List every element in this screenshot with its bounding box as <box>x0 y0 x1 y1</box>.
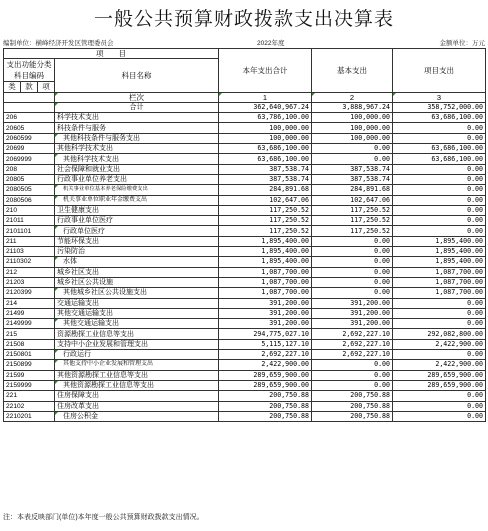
row-total: 391,200.00 <box>219 298 312 308</box>
table-row <box>4 247 486 257</box>
table-row <box>4 113 486 123</box>
table-row <box>4 360 486 370</box>
row-code: 208 <box>4 164 55 174</box>
row-subject-name: 城乡社区支出 <box>55 267 219 277</box>
row-basic: 117,250.52 <box>312 216 393 226</box>
row-subject-name: 其他资源勘探工业信息等支出 <box>55 380 219 390</box>
row-subject-name: 其他资源勘探工业信息等支出 <box>55 370 219 380</box>
row-code: 2159999 <box>4 380 55 390</box>
row-project: 0.00 <box>393 185 486 195</box>
row-project: 289,659,900.00 <box>393 370 486 380</box>
row-code: 2060599 <box>4 133 55 143</box>
row-project: 0.00 <box>393 123 486 133</box>
row-project: 0.00 <box>393 411 486 421</box>
row-basic: 200,750.88 <box>312 401 393 411</box>
row-project: 1,895,400.00 <box>393 257 486 267</box>
org-label: 编制单位：横峰经济开发区管理委员会 <box>3 40 114 47</box>
table-row <box>4 411 486 421</box>
expenditure-table <box>3 48 486 422</box>
report-title: 一般公共预算财政拨款支出决算表 <box>93 8 394 30</box>
func-class-header <box>4 59 55 82</box>
table-row <box>4 133 486 143</box>
row-code: 2069999 <box>4 154 55 164</box>
table-row <box>4 267 486 277</box>
table-row <box>4 308 486 318</box>
row-total: 1,087,700.00 <box>219 288 312 298</box>
row-total: 2,692,227.10 <box>219 350 312 360</box>
table-row <box>4 298 486 308</box>
row-total: 289,659,900.00 <box>219 380 312 390</box>
row-project: 0.00 <box>393 319 486 329</box>
row-total: 63,686,100.00 <box>219 144 312 154</box>
row-project: 0.00 <box>393 391 486 401</box>
row-code: 2110302 <box>4 257 55 267</box>
row-basic: 387,538.74 <box>312 164 393 174</box>
row-total: 1,895,400.00 <box>219 236 312 246</box>
row-project: 0.00 <box>393 164 486 174</box>
row-project: 0.00 <box>393 308 486 318</box>
row-code: 22102 <box>4 401 55 411</box>
row-subject-name: 其他科学技术支出 <box>55 154 219 164</box>
row-basic: 0.00 <box>312 277 393 287</box>
row-basic: 284,891.68 <box>312 185 393 195</box>
row-basic: 100,000.00 <box>312 133 393 143</box>
row-subject-name: 节能环保支出 <box>55 236 219 246</box>
row-project: 2,422,900.00 <box>393 360 486 370</box>
lanci-blank <box>4 92 55 102</box>
year-label: 2022年度 <box>257 40 285 47</box>
row-subject-name: 城乡社区公共设施 <box>55 277 219 287</box>
table-row <box>4 195 486 205</box>
row-total: 387,538.74 <box>219 174 312 184</box>
row-basic: 0.00 <box>312 288 393 298</box>
row-total: 117,250.52 <box>219 226 312 236</box>
lei-header: 类 <box>4 82 21 92</box>
row-code: 212 <box>4 267 55 277</box>
row-code: 214 <box>4 298 55 308</box>
row-total: 289,659,900.00 <box>219 370 312 380</box>
func-code-label: 科目编码 <box>14 71 44 81</box>
row-basic: 200,750.88 <box>312 411 393 421</box>
row-project: 63,686,100.00 <box>393 144 486 154</box>
row-subject-name: 其他支持中小企业发展和管理支出 <box>55 360 219 370</box>
row-total: 1,895,400.00 <box>219 247 312 257</box>
unit-label: 金额单位：万元 <box>439 40 485 47</box>
row-code: 20605 <box>4 123 55 133</box>
row-subject-name: 科技条件与服务 <box>55 123 219 133</box>
total-project: 358,752,000.00 <box>393 102 486 112</box>
row-basic: 200,750.88 <box>312 391 393 401</box>
table-row <box>4 319 486 329</box>
row-basic: 391,200.00 <box>312 298 393 308</box>
row-subject-name: 支持中小企业发展和管理支出 <box>55 339 219 349</box>
table-row <box>4 350 486 360</box>
row-subject-name: 水体 <box>55 257 219 267</box>
row-project: 0.00 <box>393 216 486 226</box>
row-total: 100,000.00 <box>219 123 312 133</box>
xiang-header: 项 <box>38 82 55 92</box>
total-label: 合计 <box>55 102 219 112</box>
table-row <box>4 277 486 287</box>
col-basic-header: 基本支出 <box>312 49 393 93</box>
table-row <box>4 339 486 349</box>
row-basic: 2,692,227.10 <box>312 329 393 339</box>
row-total: 284,891.68 <box>219 185 312 195</box>
row-project: 0.00 <box>393 226 486 236</box>
row-project: 0.00 <box>393 133 486 143</box>
row-code: 221 <box>4 391 55 401</box>
row-total: 117,250.52 <box>219 216 312 226</box>
kuan-header: 款 <box>21 82 38 92</box>
row-total: 391,200.00 <box>219 319 312 329</box>
row-basic: 0.00 <box>312 236 393 246</box>
row-subject-name: 其他交通运输支出 <box>55 319 219 329</box>
row-project: 0.00 <box>393 195 486 205</box>
row-code: 2149999 <box>4 319 55 329</box>
total-blank <box>4 102 55 112</box>
row-code: 21103 <box>4 247 55 257</box>
row-project: 1,895,400.00 <box>393 247 486 257</box>
table-row <box>4 123 486 133</box>
row-subject-name: 交通运输支出 <box>55 298 219 308</box>
row-basic: 0.00 <box>312 370 393 380</box>
row-total: 1,087,700.00 <box>219 267 312 277</box>
row-code: 21499 <box>4 308 55 318</box>
row-code: 2210201 <box>4 411 55 421</box>
row-project: 1,087,700.00 <box>393 267 486 277</box>
row-subject-name: 住房改革支出 <box>55 401 219 411</box>
lanci-header: 栏次 <box>55 92 219 102</box>
row-code: 206 <box>4 113 55 123</box>
row-project: 1,087,700.00 <box>393 277 486 287</box>
row-code: 210 <box>4 205 55 215</box>
row-subject-name: 其他科学技术支出 <box>55 144 219 154</box>
row-basic: 391,200.00 <box>312 319 393 329</box>
row-subject-name: 住房保障支出 <box>55 391 219 401</box>
row-basic: 387,538.74 <box>312 174 393 184</box>
row-project: 0.00 <box>393 401 486 411</box>
row-basic: 2,692,227.10 <box>312 339 393 349</box>
table-row <box>4 401 486 411</box>
footnote: 注：本表反映部门(单位)本年度一般公共预算财政拨款支出情况。 <box>3 514 204 521</box>
row-total: 391,200.00 <box>219 308 312 318</box>
row-total: 200,750.88 <box>219 391 312 401</box>
row-code: 2080505 <box>4 185 55 195</box>
col-project-header: 项目支出 <box>393 49 486 93</box>
row-subject-name: 行政事业单位养老支出 <box>55 174 219 184</box>
row-basic: 0.00 <box>312 360 393 370</box>
project-header: 项 目 <box>4 49 219 59</box>
row-code: 2120399 <box>4 288 55 298</box>
row-basic: 0.00 <box>312 267 393 277</box>
row-project: 2,422,900.00 <box>393 339 486 349</box>
row-project: 1,895,400.00 <box>393 236 486 246</box>
table-row <box>4 154 486 164</box>
table-row <box>4 205 486 215</box>
total-sum: 362,640,967.24 <box>219 102 312 112</box>
row-total: 294,775,027.10 <box>219 329 312 339</box>
row-project: 63,686,100.00 <box>393 113 486 123</box>
row-subject-name: 行政事业单位医疗 <box>55 216 219 226</box>
row-subject-name: 住房公积金 <box>55 411 219 421</box>
row-subject-name: 污染防治 <box>55 247 219 257</box>
table-row <box>4 329 486 339</box>
table-row <box>4 236 486 246</box>
table-row <box>4 391 486 401</box>
row-subject-name: 机关事业单位基本养老保险缴费支出 <box>55 185 219 195</box>
row-basic: 0.00 <box>312 144 393 154</box>
row-subject-name: 机关事业单位职业年金缴费支出 <box>55 195 219 205</box>
col-number-2: 2 <box>312 92 393 102</box>
table-row <box>4 174 486 184</box>
row-basic: 100,000.00 <box>312 113 393 123</box>
row-total: 117,250.52 <box>219 205 312 215</box>
table-row <box>4 144 486 154</box>
row-total: 1,087,700.00 <box>219 277 312 287</box>
table-row <box>4 226 486 236</box>
row-total: 63,786,100.00 <box>219 113 312 123</box>
row-subject-name: 行政运行 <box>55 350 219 360</box>
row-subject-name: 行政单位医疗 <box>55 226 219 236</box>
row-total: 63,686,100.00 <box>219 154 312 164</box>
row-total: 5,115,127.10 <box>219 339 312 349</box>
row-code: 2150801 <box>4 350 55 360</box>
row-code: 21508 <box>4 339 55 349</box>
row-code: 20805 <box>4 174 55 184</box>
row-subject-name: 社会保障和就业支出 <box>55 164 219 174</box>
row-basic: 0.00 <box>312 257 393 267</box>
row-code: 21599 <box>4 370 55 380</box>
row-basic: 117,250.52 <box>312 205 393 215</box>
row-subject-name: 其他城乡社区公共设施支出 <box>55 288 219 298</box>
header-row-project <box>4 49 486 59</box>
row-total: 102,647.06 <box>219 195 312 205</box>
table-row <box>4 164 486 174</box>
row-total: 200,750.88 <box>219 411 312 421</box>
row-basic: 100,000.00 <box>312 123 393 133</box>
table-row <box>4 370 486 380</box>
row-project: 1,087,700.00 <box>393 288 486 298</box>
func-class-label: 支出功能分类 <box>6 60 52 70</box>
row-code: 21011 <box>4 216 55 226</box>
row-total: 100,000.00 <box>219 133 312 143</box>
row-total: 387,538.74 <box>219 164 312 174</box>
row-project: 0.00 <box>393 205 486 215</box>
row-basic: 0.00 <box>312 380 393 390</box>
row-code: 215 <box>4 329 55 339</box>
col-number-3: 3 <box>393 92 486 102</box>
row-subject-name: 资源勘探工业信息等支出 <box>55 329 219 339</box>
row-project: 292,082,800.00 <box>393 329 486 339</box>
table-row <box>4 216 486 226</box>
row-project: 0.00 <box>393 298 486 308</box>
table-row <box>4 185 486 195</box>
row-project: 63,686,100.00 <box>393 154 486 164</box>
row-project: 289,659,900.00 <box>393 380 486 390</box>
row-subject-name: 卫生健康支出 <box>55 205 219 215</box>
row-basic: 391,200.00 <box>312 308 393 318</box>
row-basic: 0.00 <box>312 154 393 164</box>
total-basic: 3,888,967.24 <box>312 102 393 112</box>
row-code: 21203 <box>4 277 55 287</box>
row-basic: 0.00 <box>312 247 393 257</box>
col-number-1: 1 <box>219 92 312 102</box>
table-row <box>4 257 486 267</box>
row-code: 2150899 <box>4 360 55 370</box>
row-code: 2080506 <box>4 195 55 205</box>
row-subject-name: 其他交通运输支出 <box>55 308 219 318</box>
row-project: 0.00 <box>393 174 486 184</box>
subject-name-header: 科目名称 <box>55 59 219 92</box>
row-subject-name: 其他科技条件与服务支出 <box>55 133 219 143</box>
table-row <box>4 288 486 298</box>
row-code: 20699 <box>4 144 55 154</box>
row-code: 2101101 <box>4 226 55 236</box>
row-code: 211 <box>4 236 55 246</box>
row-subject-name: 科学技术支出 <box>55 113 219 123</box>
row-total: 200,750.88 <box>219 401 312 411</box>
row-basic: 117,250.52 <box>312 226 393 236</box>
row-project: 0.00 <box>393 350 486 360</box>
row-basic: 2,692,227.10 <box>312 350 393 360</box>
total-row <box>4 102 486 112</box>
row-total: 2,422,900.00 <box>219 360 312 370</box>
row-basic: 102,647.06 <box>312 195 393 205</box>
row-total: 1,895,400.00 <box>219 257 312 267</box>
col-total-header: 本年支出合计 <box>219 49 312 93</box>
header-row-lanci <box>4 92 486 102</box>
table-row <box>4 380 486 390</box>
